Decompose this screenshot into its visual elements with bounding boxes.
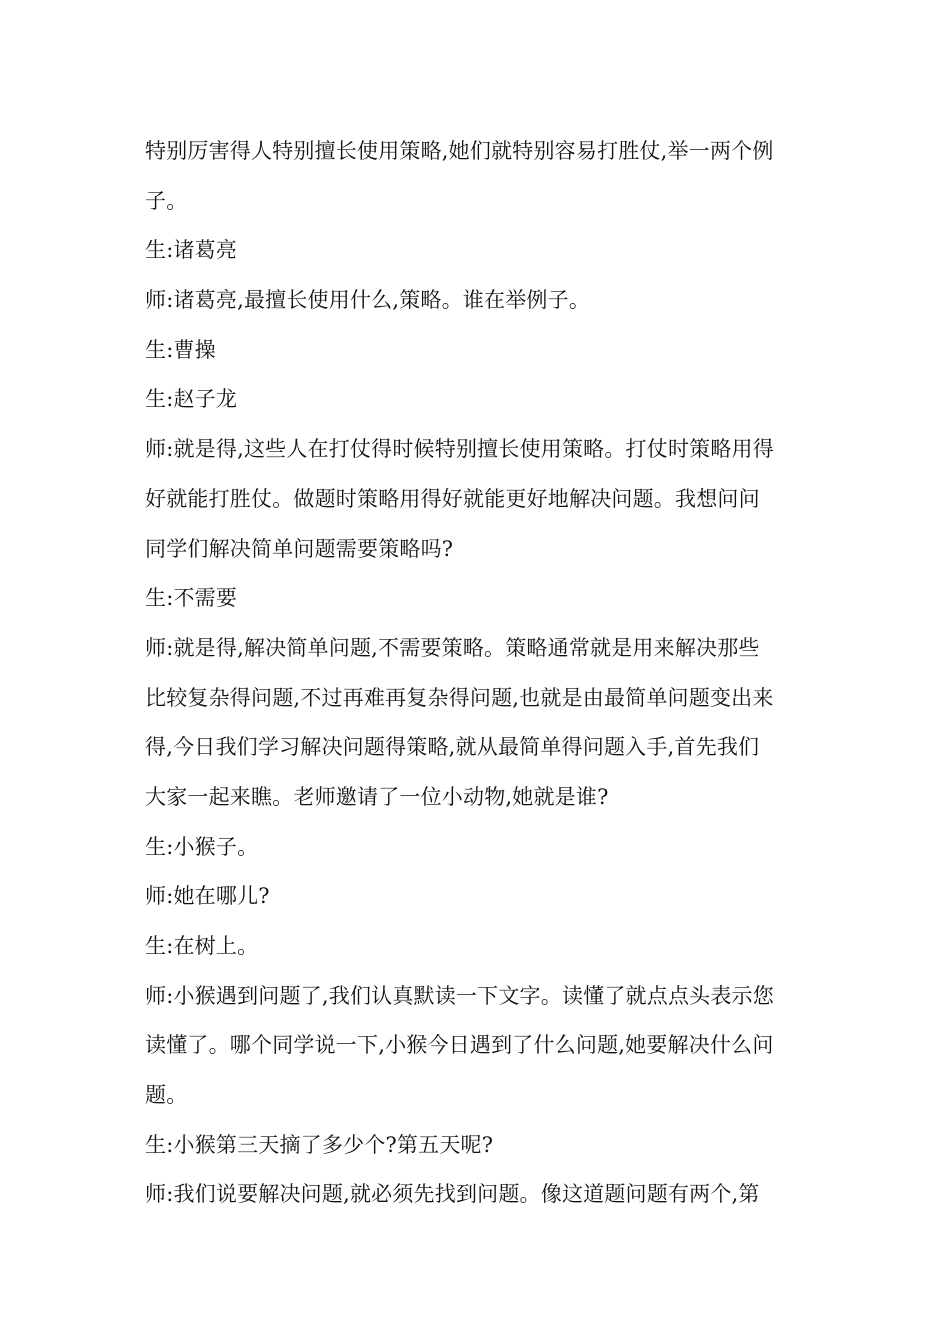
text-line: 师:就是得,解决简单问题,不需要策略。策略通常就是用来解决那些 — [145, 635, 760, 660]
text-line: 好就能打胜仗。做题时策略用得好就能更好地解决问题。我想问问 — [145, 486, 760, 511]
text-line: 生:小猴第三天摘了多少个?第五天呢? — [145, 1132, 494, 1157]
text-line: 师:诸葛亮,最擅长使用什么,策略。谁在举例子。 — [145, 288, 591, 313]
text-line: 生:小猴子。 — [145, 834, 259, 859]
text-line: 师:就是得,这些人在打仗得时候特别擅长使用策略。打仗时策略用得 — [145, 437, 774, 462]
text-line: 师:小猴遇到问题了,我们认真默读一下文字。读懂了就点点头表示您 — [145, 983, 774, 1008]
text-line: 生:诸葛亮 — [145, 238, 238, 263]
text-line: 大家一起来瞧。老师邀请了一位小动物,她就是谁? — [145, 784, 609, 809]
text-line: 读懂了。哪个同学说一下,小猴今日遇到了什么问题,她要解决什么问 — [145, 1033, 774, 1058]
dialogue-text-block — [145, 127, 815, 1220]
text-line: 比较复杂得问题,不过再难再复杂得问题,也就是由最简单问题变出来 — [145, 685, 774, 710]
text-line: 子。 — [145, 188, 188, 213]
text-line: 生:曹操 — [145, 337, 216, 362]
text-line: 特别厉害得人特别擅长使用策略,她们就特别容易打胜仗,举一两个例 — [145, 139, 774, 163]
text-line: 师:她在哪儿? — [145, 884, 270, 909]
text-line: 得,今日我们学习解决问题得策略,就从最简单得问题入手,首先我们 — [145, 735, 760, 760]
text-line: 生:在树上。 — [145, 934, 259, 958]
text-line: 题。 — [145, 1083, 188, 1108]
text-line: 师:我们说要解决问题,就必须先找到问题。像这道题问题有两个,第 — [145, 1182, 760, 1207]
text-line: 生:不需要 — [145, 586, 238, 611]
text-line: 生:赵子龙 — [145, 387, 238, 412]
text-line: 同学们解决简单问题需要策略吗? — [145, 536, 454, 561]
